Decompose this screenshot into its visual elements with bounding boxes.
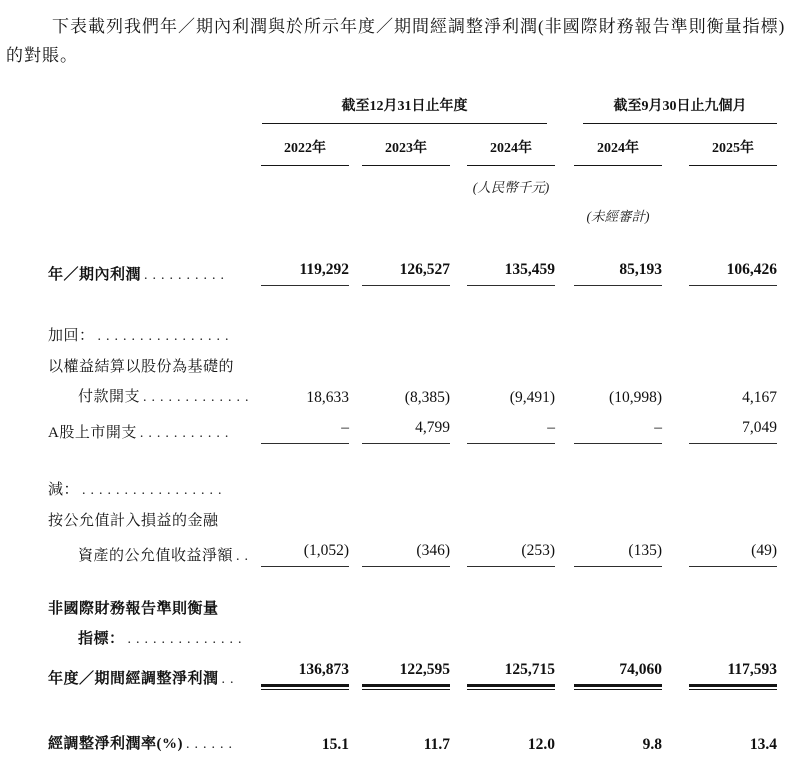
dot-leader: ..........	[144, 268, 230, 283]
share-based-payment-expense-row	[48, 377, 777, 408]
row-label: 非國際財務報告準則衡量	[48, 601, 219, 617]
column-header-2025-9m: 2025年	[689, 140, 777, 166]
reconciliation-table	[48, 98, 777, 755]
value-cell: 126,527	[362, 260, 450, 286]
value-cell: 106,426	[689, 260, 777, 286]
row-label: 以權益結算以股份為基礎的	[48, 359, 235, 375]
row-label: A股上市開支	[48, 425, 137, 441]
fvtpl-label-row	[48, 501, 777, 531]
value-cell: 135,459	[467, 260, 555, 286]
value-cell: (49)	[689, 541, 777, 567]
value-cell: 74,060	[574, 660, 662, 687]
row-label: 加回：	[48, 328, 95, 344]
unit-note-row	[48, 166, 777, 197]
value-cell: (9,491)	[509, 389, 555, 406]
row-label: 付款開支	[78, 389, 141, 405]
value-cell: (10,998)	[609, 389, 662, 406]
dot-leader: ..	[221, 672, 239, 687]
value-cell: –	[467, 418, 555, 444]
dot-leader: ......	[186, 737, 237, 752]
less-row	[48, 444, 777, 501]
a-share-listing-expense-row	[48, 408, 777, 444]
add-back-row	[48, 286, 777, 347]
share-based-payment-label-row	[48, 347, 777, 377]
row-label: 減：	[48, 482, 80, 498]
adjusted-net-profit-row	[48, 650, 777, 690]
dot-leader: ................	[97, 329, 234, 344]
header-group-row	[48, 98, 777, 124]
value-cell: (1,052)	[261, 541, 349, 567]
row-label: 年／期內利潤	[48, 267, 142, 283]
unaudited-note-row	[48, 197, 777, 226]
net-profit-row	[48, 226, 777, 286]
dot-leader: .................	[82, 483, 227, 498]
value-cell: (253)	[467, 541, 555, 567]
dot-leader: ..............	[127, 632, 247, 647]
value-cell: 4,799	[362, 418, 450, 444]
intro-paragraph: 下表載列我們年／期內利潤與於所示年度／期間經調整淨利潤(非國際財務報告準則衡量指標)的對賬。	[6, 17, 786, 65]
value-cell: –	[574, 418, 662, 444]
dot-leader: .............	[143, 390, 254, 405]
header-year-row	[48, 124, 777, 166]
value-cell: 117,593	[689, 660, 777, 687]
non-ifrs-measure-row	[48, 619, 777, 650]
value-cell: 4,167	[742, 389, 777, 406]
column-header-2023: 2023年	[362, 140, 450, 166]
row-label: 資產的公允值收益淨額	[78, 548, 234, 564]
value-cell: 15.1	[321, 736, 349, 753]
column-header-2022: 2022年	[261, 140, 349, 166]
value-cell: 13.4	[749, 736, 777, 753]
value-cell: –	[261, 418, 349, 444]
value-cell: 119,292	[261, 260, 349, 286]
row-label: 年度／期間經調整淨利潤	[48, 671, 219, 687]
value-cell: 122,595	[362, 660, 450, 687]
row-label: 經調整淨利潤率(%)	[48, 736, 183, 752]
non-ifrs-label-row	[48, 567, 777, 619]
column-header-2024: 2024年	[467, 140, 555, 166]
dot-leader: ..	[236, 549, 254, 564]
column-group-nine-months: 截至9月30日止九個月	[583, 98, 777, 124]
fvtpl-net-gain-row	[48, 531, 777, 567]
row-label: 按公允值計入損益的金融	[48, 513, 219, 529]
value-cell: 18,633	[306, 389, 349, 406]
row-label: 指標：	[78, 631, 125, 647]
value-cell: 12.0	[527, 736, 555, 753]
column-group-annual: 截至12月31日止年度	[262, 98, 547, 124]
value-cell: (346)	[362, 541, 450, 567]
value-cell: 125,715	[467, 660, 555, 687]
value-cell: 7,049	[689, 418, 777, 444]
value-cell: 9.8	[642, 736, 662, 753]
unaudited-note: (未經審計)	[586, 209, 650, 224]
value-cell: 11.7	[423, 736, 450, 753]
column-header-2024-9m: 2024年	[574, 140, 662, 166]
value-cell: (135)	[574, 541, 662, 567]
value-cell: 85,193	[574, 260, 662, 286]
value-cell: (8,385)	[404, 389, 450, 406]
currency-unit-note: (人民幣千元)	[472, 180, 550, 195]
adjusted-net-margin-row	[48, 690, 777, 755]
dot-leader: ...........	[139, 426, 234, 441]
value-cell: 136,873	[261, 660, 349, 687]
